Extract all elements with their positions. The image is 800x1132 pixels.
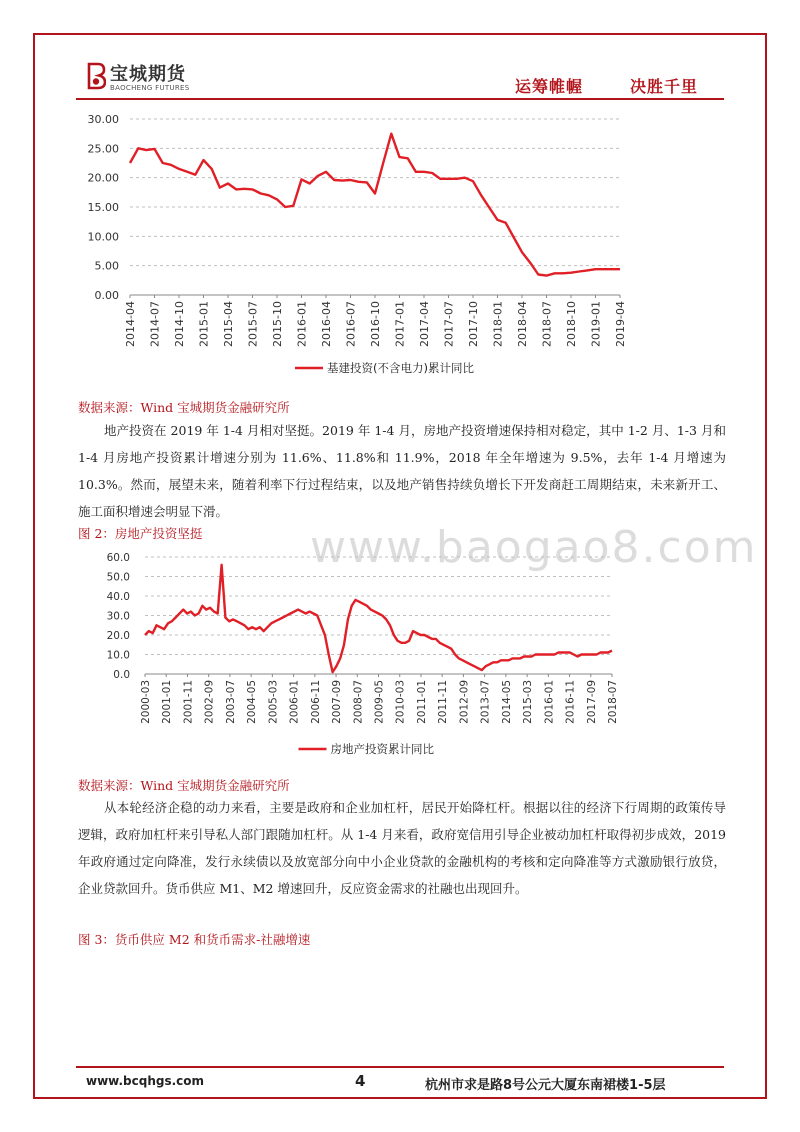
data-source-2: 数据来源：Wind 宝城期货金融研究所	[78, 778, 290, 793]
x-tick-label: 2017-07	[442, 301, 456, 347]
chart-real-estate-investment	[70, 544, 650, 766]
x-tick-label: 2015-10	[271, 301, 284, 347]
y-tick-label: 50.0	[106, 571, 130, 584]
y-tick-label: 20.00	[87, 171, 119, 185]
x-tick-label: 2012-09	[458, 680, 471, 724]
x-tick-label: 2018-07	[540, 301, 554, 347]
x-tick-label: 2014-07	[148, 301, 162, 347]
x-tick-label: 2006-01	[288, 680, 301, 724]
y-tick-label: 0.00	[94, 289, 119, 302]
y-tick-label: 5.00	[94, 259, 119, 273]
x-tick-label: 2002-09	[203, 680, 216, 724]
x-tick-label: 2016-01	[295, 301, 309, 347]
x-tick-label: 2005-03	[267, 680, 280, 724]
x-tick-label: 2017-10	[467, 301, 480, 347]
y-tick-label: 20.0	[106, 630, 130, 642]
x-tick-label: 2001-01	[161, 680, 174, 724]
x-tick-label: 2016-11	[564, 680, 577, 724]
x-tick-label: 2011-11	[437, 680, 450, 724]
y-tick-label: 30.00	[87, 113, 119, 126]
logo-chinese-name: 宝城期货	[110, 64, 186, 85]
y-tick-label: 30.0	[106, 610, 130, 623]
x-tick-label: 2015-04	[222, 301, 235, 347]
series-line	[130, 134, 620, 276]
legend-label: 房地产投资累计同比	[330, 742, 434, 756]
chart-infrastructure-investment	[70, 108, 650, 388]
x-tick-label: 2017-01	[393, 301, 407, 347]
page-number: 4	[355, 1072, 366, 1090]
paragraph-2: 从本轮经济企稳的动力来看，主要是政府和企业加杠杆，居民开始降杠杆。根据以往的经济下行周期的政策传导逻辑，政府加杠杆来引导私人部门跟随加杠杆。从 1-4 月来看，政府宽信用引导企业被动加杠杆取得初步成效，2019 年政府通过定向降准，发行永续债以及放宽部分向中小企业贷款的金融机构的考核和定向降准等方式激励银行放贷，企业贷款回升。货币供应 M1、M2 增速回升，反应资金需求的社融也出现回升。	[78, 800, 726, 896]
x-tick-label: 2014-05	[500, 680, 513, 724]
y-tick-label: 60.0	[106, 552, 130, 564]
legend-label: 基建投资(不含电力)累计同比	[327, 361, 474, 375]
x-tick-label: 2018-10	[565, 301, 578, 347]
x-tick-label: 2011-01	[415, 680, 428, 724]
x-tick-label: 2018-01	[491, 301, 505, 347]
header-slogan-right: 决胜千里	[630, 77, 699, 96]
y-tick-label: 15.00	[87, 201, 119, 214]
x-tick-label: 2008-07	[352, 680, 365, 724]
x-tick-label: 2014-04	[124, 301, 137, 347]
footer-website-link[interactable]: www.bcqhgs.com	[86, 1074, 205, 1088]
x-tick-label: 2017-04	[418, 301, 431, 347]
x-tick-label: 2019-04	[614, 301, 627, 347]
x-tick-label: 2018-07	[607, 680, 619, 724]
y-tick-label: 10.00	[87, 230, 119, 244]
x-tick-label: 2016-04	[320, 301, 333, 347]
x-tick-label: 2006-11	[309, 680, 322, 724]
figure-2-title: 图 2：房地产投资坚挺	[78, 526, 203, 541]
y-tick-label: 10.0	[106, 649, 130, 662]
x-tick-label: 2015-03	[522, 680, 535, 724]
company-logo	[86, 60, 206, 94]
paragraph-1: 地产投资在 2019 年 1-4 月相对坚挺。2019 年 1-4 月，房地产投资增速保持相对稳定，其中 1-2 月、1-3 月和 1-4 月房地产投资累计增速分别为 11.6%、11.8%和 11.9%，2018 年全年增速为 9.5%，去年 1-4 月增速为 10.3%。然而，展望未来，随着利率下行过程结束，以及地产销售持续负增长下开发商赶工周期结束，未来新开工、施工面积增速会明显下滑。	[78, 423, 726, 519]
footer-address: 杭州市求是路8号公元大厦东南裙楼1-5层	[425, 1078, 666, 1093]
x-tick-label: 2016-07	[344, 301, 358, 347]
x-tick-label: 2016-01	[543, 680, 556, 724]
header-divider	[76, 98, 724, 100]
x-tick-label: 2015-07	[246, 301, 260, 347]
x-tick-label: 2016-10	[369, 301, 382, 347]
x-tick-label: 2015-01	[197, 301, 211, 347]
footer-divider	[76, 1066, 724, 1068]
x-tick-label: 2010-03	[394, 680, 407, 724]
x-tick-label: 2007-09	[331, 680, 344, 724]
header-slogan-left: 运筹帷幄	[515, 77, 584, 96]
y-tick-label: 0.0	[113, 669, 130, 681]
x-tick-label: 2013-07	[479, 680, 492, 724]
x-tick-label: 2003-07	[224, 680, 237, 724]
x-tick-label: 2019-01	[589, 301, 603, 347]
figure-3-title: 图 3：货币供应 M2 和货币需求-社融增速	[78, 932, 311, 947]
data-source-1: 数据来源：Wind 宝城期货金融研究所	[78, 400, 290, 415]
logo-english-name: BAOCHENG FUTURES	[110, 84, 190, 92]
x-tick-label: 2000-03	[140, 680, 152, 724]
y-tick-label: 25.00	[87, 142, 119, 156]
x-tick-label: 2017-09	[585, 680, 598, 724]
series-line	[145, 565, 612, 672]
logo-mark-icon	[86, 62, 106, 90]
y-tick-label: 40.0	[106, 591, 130, 603]
x-tick-label: 2009-05	[373, 680, 386, 724]
x-tick-label: 2014-10	[173, 301, 186, 347]
x-tick-label: 2018-04	[516, 301, 529, 347]
x-tick-label: 2004-05	[246, 680, 259, 724]
watermark: www.baogao8.com	[310, 522, 758, 573]
x-tick-label: 2001-11	[182, 680, 195, 724]
